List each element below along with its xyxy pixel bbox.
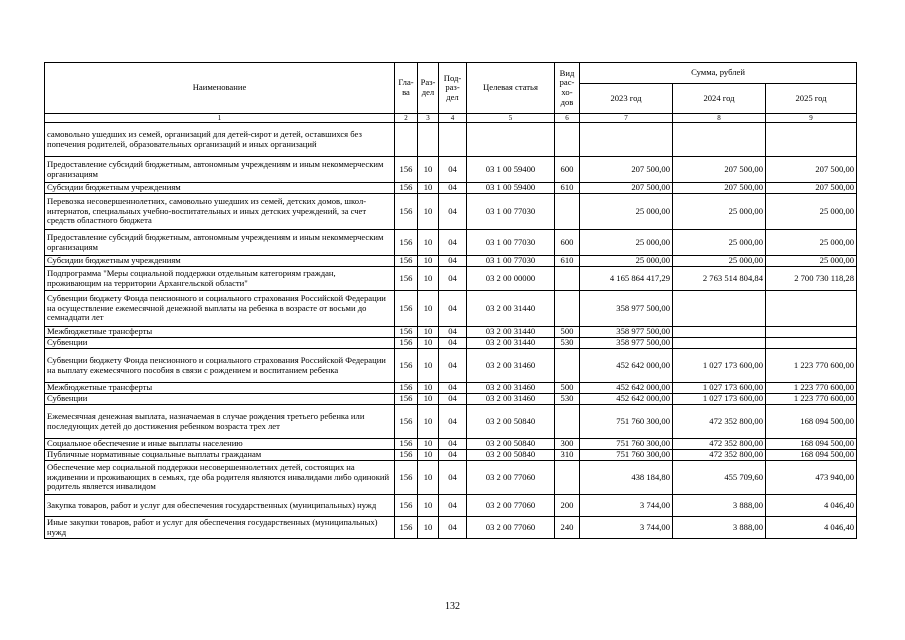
cell-y2024: 1 027 173 600,00 (673, 383, 766, 394)
column-numbers-row (45, 114, 857, 123)
column-number: 9 (766, 114, 857, 123)
cell-y2024: 207 500,00 (673, 157, 766, 183)
cell-ch: 156 (395, 327, 418, 338)
cell-type: 610 (555, 256, 580, 267)
table-row (45, 394, 857, 405)
cell-name: Субвенции бюджету Фонда пенсионного и социального страхования Российской Федерации на выплату ежемесячного пособия в связи с рождением и воспитанием ребенка (45, 349, 395, 383)
cell-y2024: 472 352 800,00 (673, 439, 766, 450)
cell-sec: 10 (418, 383, 439, 394)
cell-y2023: 358 977 500,00 (580, 327, 673, 338)
cell-ch: 156 (395, 291, 418, 327)
cell-y2023: 25 000,00 (580, 194, 673, 230)
cell-y2024 (673, 123, 766, 157)
cell-type (555, 461, 580, 495)
cell-y2023: 751 760 300,00 (580, 405, 673, 439)
cell-name: самовольно ушедших из семей, организаций для детей-сирот и детей, оставшихся без попечения родителей, образовательных организаций и иных организаций (45, 123, 395, 157)
cell-name: Закупка товаров, работ и услуг для обеспечения государственных (муниципальных) нужд (45, 495, 395, 517)
cell-sub: 04 (439, 157, 467, 183)
col-target-header: Целевая статья (467, 63, 555, 114)
cell-y2023: 452 642 000,00 (580, 394, 673, 405)
table-row (45, 439, 857, 450)
col-expense-type-header: Вид рас-хо-дов (555, 63, 580, 114)
cell-y2023: 452 642 000,00 (580, 383, 673, 394)
cell-ch: 156 (395, 405, 418, 439)
cell-y2023: 751 760 300,00 (580, 450, 673, 461)
cell-sec: 10 (418, 327, 439, 338)
cell-type (555, 267, 580, 291)
cell-y2024: 3 888,00 (673, 517, 766, 539)
cell-y2025: 25 000,00 (766, 230, 857, 256)
cell-target: 03 2 00 31440 (467, 291, 555, 327)
cell-sub: 04 (439, 338, 467, 349)
cell-type (555, 291, 580, 327)
cell-ch: 156 (395, 517, 418, 539)
cell-type: 240 (555, 517, 580, 539)
cell-sec: 10 (418, 517, 439, 539)
col-2024-header: 2024 год (673, 84, 766, 114)
cell-sub: 04 (439, 256, 467, 267)
cell-name: Предоставление субсидий бюджетным, автономным учреждениям и иным некоммерческим организациям (45, 230, 395, 256)
cell-y2024: 25 000,00 (673, 256, 766, 267)
cell-sub: 04 (439, 405, 467, 439)
table-row (45, 461, 857, 495)
cell-y2025 (766, 123, 857, 157)
cell-name: Публичные нормативные социальные выплаты гражданам (45, 450, 395, 461)
cell-ch: 156 (395, 439, 418, 450)
cell-y2025: 473 940,00 (766, 461, 857, 495)
cell-y2025 (766, 291, 857, 327)
table-row (45, 383, 857, 394)
cell-y2025: 25 000,00 (766, 256, 857, 267)
cell-type (555, 349, 580, 383)
table-row (45, 349, 857, 383)
cell-y2025: 4 046,40 (766, 495, 857, 517)
cell-target: 03 2 00 77060 (467, 517, 555, 539)
cell-target: 03 1 00 59400 (467, 157, 555, 183)
cell-y2024 (673, 291, 766, 327)
cell-y2025: 4 046,40 (766, 517, 857, 539)
column-number: 1 (45, 114, 395, 123)
cell-sub: 04 (439, 291, 467, 327)
cell-target: 03 2 00 31460 (467, 349, 555, 383)
cell-name: Подпрограмма "Меры социальной поддержки отдельным категориям граждан, проживающим на территории Архангельской области" (45, 267, 395, 291)
cell-ch: 156 (395, 256, 418, 267)
cell-name: Межбюджетные трансферты (45, 327, 395, 338)
column-number: 6 (555, 114, 580, 123)
cell-sub: 04 (439, 349, 467, 383)
cell-ch: 156 (395, 338, 418, 349)
cell-y2025: 1 223 770 600,00 (766, 394, 857, 405)
table-row (45, 495, 857, 517)
cell-sec: 10 (418, 349, 439, 383)
cell-name: Предоставление субсидий бюджетным, автономным учреждениям и иным некоммерческим организациям (45, 157, 395, 183)
cell-ch: 156 (395, 230, 418, 256)
cell-name: Социальное обеспечение и иные выплаты населению (45, 439, 395, 450)
cell-y2023 (580, 123, 673, 157)
cell-type: 600 (555, 230, 580, 256)
cell-sec: 10 (418, 450, 439, 461)
cell-y2024: 472 352 800,00 (673, 405, 766, 439)
cell-sec: 10 (418, 291, 439, 327)
cell-type: 310 (555, 450, 580, 461)
table-body (45, 123, 857, 539)
cell-target: 03 2 00 50840 (467, 450, 555, 461)
col-2023-header: 2023 год (580, 84, 673, 114)
table-row (45, 157, 857, 183)
cell-y2025 (766, 327, 857, 338)
cell-y2025: 207 500,00 (766, 183, 857, 194)
cell-sec: 10 (418, 194, 439, 230)
cell-y2024 (673, 327, 766, 338)
cell-sec: 10 (418, 338, 439, 349)
cell-y2024 (673, 338, 766, 349)
cell-y2023: 25 000,00 (580, 256, 673, 267)
cell-y2024: 3 888,00 (673, 495, 766, 517)
cell-sub (439, 123, 467, 157)
cell-name: Перевозка несовершеннолетних, самовольно ушедших из семей, детских домов, школ-интернатов, специальных учебно-воспитательных и иных детских учреждений, за счет средств областного бюджета (45, 194, 395, 230)
table-row (45, 123, 857, 157)
cell-name: Иные закупки товаров, работ и услуг для обеспечения государственных (муниципальных) нужд (45, 517, 395, 539)
cell-sub: 04 (439, 495, 467, 517)
cell-sec: 10 (418, 405, 439, 439)
column-number: 3 (418, 114, 439, 123)
cell-y2025: 25 000,00 (766, 194, 857, 230)
cell-y2024: 25 000,00 (673, 194, 766, 230)
column-number: 7 (580, 114, 673, 123)
cell-type: 300 (555, 439, 580, 450)
cell-sub: 04 (439, 461, 467, 495)
cell-ch: 156 (395, 349, 418, 383)
cell-ch: 156 (395, 495, 418, 517)
cell-target: 03 2 00 77060 (467, 461, 555, 495)
cell-y2025: 168 094 500,00 (766, 405, 857, 439)
cell-y2023: 3 744,00 (580, 495, 673, 517)
cell-ch: 156 (395, 157, 418, 183)
cell-ch: 156 (395, 461, 418, 495)
col-section-header: Раз-дел (418, 63, 439, 114)
cell-type (555, 194, 580, 230)
col-chapter-header: Гла-ва (395, 63, 418, 114)
cell-y2023: 751 760 300,00 (580, 439, 673, 450)
cell-name: Субсидии бюджетным учреждениям (45, 256, 395, 267)
cell-y2023: 452 642 000,00 (580, 349, 673, 383)
cell-target: 03 2 00 50840 (467, 405, 555, 439)
cell-sub: 04 (439, 230, 467, 256)
cell-type (555, 123, 580, 157)
cell-target: 03 2 00 77060 (467, 495, 555, 517)
cell-type: 500 (555, 383, 580, 394)
cell-y2025: 2 700 730 118,28 (766, 267, 857, 291)
cell-type (555, 405, 580, 439)
cell-y2024: 455 709,60 (673, 461, 766, 495)
cell-y2024: 2 763 514 804,84 (673, 267, 766, 291)
cell-y2024: 1 027 173 600,00 (673, 394, 766, 405)
table-row (45, 256, 857, 267)
cell-y2023: 25 000,00 (580, 230, 673, 256)
cell-type: 500 (555, 327, 580, 338)
cell-target: 03 1 00 77030 (467, 230, 555, 256)
cell-name: Субвенции (45, 394, 395, 405)
cell-ch: 156 (395, 394, 418, 405)
cell-sec (418, 123, 439, 157)
cell-name: Ежемесячная денежная выплата, назначаемая в случае рождения третьего ребенка или последующих детей до достижения ребенком возраста трех лет (45, 405, 395, 439)
budget-table (44, 62, 857, 539)
col-name-header: Наименование (45, 63, 395, 114)
column-number: 2 (395, 114, 418, 123)
cell-y2023: 4 165 864 417,29 (580, 267, 673, 291)
table-row (45, 338, 857, 349)
cell-sub: 04 (439, 183, 467, 194)
cell-y2025: 168 094 500,00 (766, 439, 857, 450)
cell-y2025: 168 094 500,00 (766, 450, 857, 461)
cell-type: 600 (555, 157, 580, 183)
cell-sec: 10 (418, 461, 439, 495)
cell-target: 03 2 00 00000 (467, 267, 555, 291)
cell-y2025: 1 223 770 600,00 (766, 383, 857, 394)
cell-sub: 04 (439, 439, 467, 450)
cell-sec: 10 (418, 267, 439, 291)
cell-y2024: 25 000,00 (673, 230, 766, 256)
table-row (45, 267, 857, 291)
cell-sub: 04 (439, 517, 467, 539)
cell-name: Субвенции бюджету Фонда пенсионного и социального страхования Российской Федерации на осуществление ежемесячной денежной выплаты на ребенка в возрасте от восьми до семнадцати лет (45, 291, 395, 327)
col-subsection-header: Под-раз-дел (439, 63, 467, 114)
cell-y2024: 207 500,00 (673, 183, 766, 194)
cell-type: 530 (555, 394, 580, 405)
cell-type: 610 (555, 183, 580, 194)
table-row (45, 517, 857, 539)
table-row (45, 327, 857, 338)
col-2025-header: 2025 год (766, 84, 857, 114)
cell-sec: 10 (418, 439, 439, 450)
cell-ch: 156 (395, 183, 418, 194)
cell-sec: 10 (418, 230, 439, 256)
cell-y2023: 358 977 500,00 (580, 338, 673, 349)
table-row (45, 405, 857, 439)
cell-ch: 156 (395, 194, 418, 230)
cell-sub: 04 (439, 327, 467, 338)
cell-sub: 04 (439, 383, 467, 394)
table-row (45, 230, 857, 256)
cell-name: Субвенции (45, 338, 395, 349)
table-row (45, 450, 857, 461)
cell-sec: 10 (418, 256, 439, 267)
cell-y2024: 1 027 173 600,00 (673, 349, 766, 383)
cell-y2023: 207 500,00 (580, 183, 673, 194)
cell-target: 03 2 00 31460 (467, 383, 555, 394)
cell-sub: 04 (439, 394, 467, 405)
cell-target: 03 1 00 59400 (467, 183, 555, 194)
cell-y2025 (766, 338, 857, 349)
cell-target: 03 1 00 77030 (467, 256, 555, 267)
page-number: 132 (445, 601, 460, 612)
cell-type: 200 (555, 495, 580, 517)
column-number: 8 (673, 114, 766, 123)
cell-name: Межбюджетные трансферты (45, 383, 395, 394)
cell-type: 530 (555, 338, 580, 349)
column-number: 5 (467, 114, 555, 123)
cell-sec: 10 (418, 183, 439, 194)
cell-sub: 04 (439, 194, 467, 230)
cell-sub: 04 (439, 450, 467, 461)
cell-y2025: 207 500,00 (766, 157, 857, 183)
cell-name: Субсидии бюджетным учреждениям (45, 183, 395, 194)
table-row (45, 194, 857, 230)
cell-y2025: 1 223 770 600,00 (766, 349, 857, 383)
cell-ch (395, 123, 418, 157)
cell-target: 03 2 00 50840 (467, 439, 555, 450)
cell-sec: 10 (418, 157, 439, 183)
cell-y2024: 472 352 800,00 (673, 450, 766, 461)
cell-y2023: 3 744,00 (580, 517, 673, 539)
header-row (45, 63, 857, 84)
cell-name: Обеспечение мер социальной поддержки несовершеннолетних детей, состоящих на иждивении и проживающих в семьях, где оба родителя являются инвалидами либо одинокий родитель является инвалидом (45, 461, 395, 495)
cell-y2023: 438 184,80 (580, 461, 673, 495)
cell-ch: 156 (395, 267, 418, 291)
table-row (45, 291, 857, 327)
col-sum-header: Сумма, рублей (580, 63, 857, 84)
cell-target (467, 123, 555, 157)
cell-sub: 04 (439, 267, 467, 291)
table-row (45, 183, 857, 194)
cell-y2023: 358 977 500,00 (580, 291, 673, 327)
cell-ch: 156 (395, 450, 418, 461)
cell-sec: 10 (418, 495, 439, 517)
cell-target: 03 1 00 77030 (467, 194, 555, 230)
cell-target: 03 2 00 31440 (467, 327, 555, 338)
cell-target: 03 2 00 31440 (467, 338, 555, 349)
cell-target: 03 2 00 31460 (467, 394, 555, 405)
cell-sec: 10 (418, 394, 439, 405)
column-number: 4 (439, 114, 467, 123)
cell-y2023: 207 500,00 (580, 157, 673, 183)
cell-ch: 156 (395, 383, 418, 394)
